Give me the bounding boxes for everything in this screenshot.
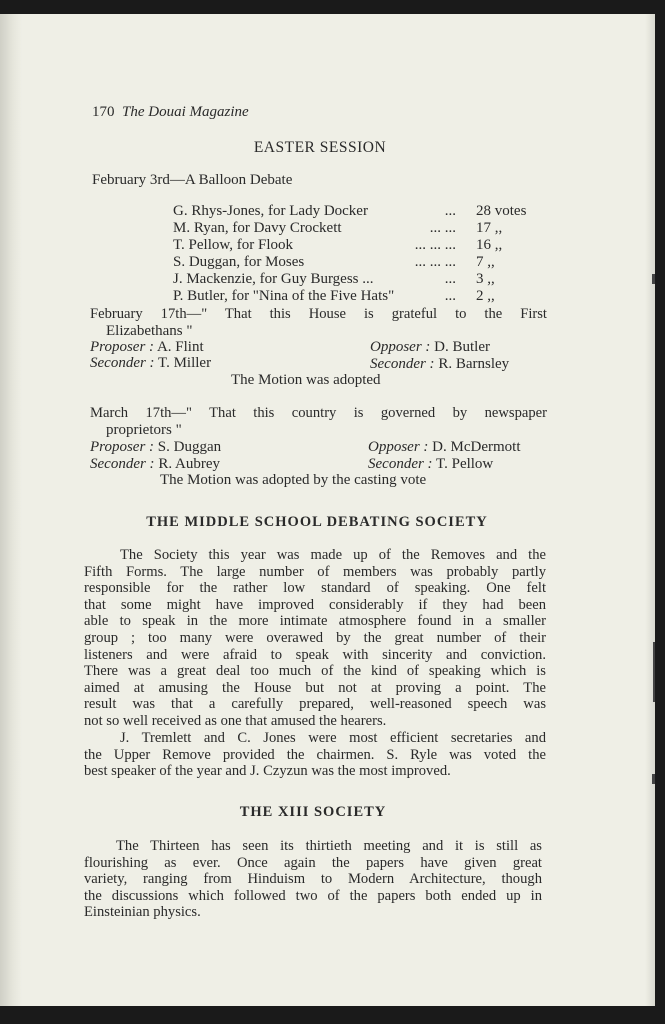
debate3-proposer: Proposer : S. Duggan <box>90 439 222 455</box>
middle-school-paragraph-1 <box>84 547 546 730</box>
page-gutter <box>0 14 22 1006</box>
text-line: J. Tremlett and C. Jones were most efficient secretaries and <box>120 730 546 746</box>
margin-mark <box>653 642 655 702</box>
magazine-title: The Douai Magazine <box>122 104 249 120</box>
section-title: EASTER SESSION <box>253 139 387 156</box>
motion-line: March 17th—" That this country is governed by newspaper <box>90 405 547 421</box>
text-line: that some might have improved considerably if they had been <box>84 596 546 613</box>
text-line: Einsteinian physics. <box>84 904 201 921</box>
vote-count: 3 ,, <box>476 271 495 287</box>
debate3-seconder-right: Seconder : T. Pellow <box>368 456 494 472</box>
vote-row-leader: ... ... <box>429 220 456 236</box>
middle-school-paragraph-2 <box>84 730 546 780</box>
debate1-heading: February 3rd—A Balloon Debate <box>92 172 293 188</box>
text-line: The Society this year was made up of the Removes and the <box>120 547 546 563</box>
debate2-opposer: Opposer : D. Butler <box>370 339 490 355</box>
text-line: flourishing as ever. Once again the papers have given great <box>84 854 542 871</box>
text-line: the discussions which followed two of the papers both ended up in <box>84 887 542 904</box>
debate2-seconder-right: Seconder : R. Barnsley <box>370 356 510 372</box>
page-edge <box>645 14 655 1006</box>
text-line: result was that a carefully prepared, well-reasoned speech was <box>84 696 546 713</box>
margin-mark <box>652 774 655 784</box>
vote-row-name: P. Butler, for "Nina of the Five Hats" <box>173 288 395 304</box>
vote-count: 17 ,, <box>476 220 503 236</box>
page-number: 170 <box>92 104 115 120</box>
vote-row-leader: ... <box>444 288 456 304</box>
vote-count: 7 ,, <box>476 254 495 270</box>
text-line: There was a great deal too much of the kind of speaking which is <box>84 663 546 680</box>
text-line: listeners and were afraid to speak with sincerity and conviction. <box>84 646 546 663</box>
text-line: The Thirteen has seen its thirtieth meeting and it is still as <box>116 838 542 854</box>
text-line: group ; too many were overawed by the great number of their <box>84 629 546 646</box>
debate2-motion-cont: Elizabethans " <box>106 323 193 339</box>
vote-row-name: T. Pellow, for Flook <box>173 237 293 253</box>
debate3-opposer: Opposer : D. McDermott <box>368 439 521 455</box>
debate2-motion <box>90 306 547 323</box>
vote-row-leader: ... <box>444 271 456 287</box>
text-line: Fifth Forms. The large number of members was probably partly <box>84 563 546 580</box>
text-line: aimed at amusing the House but not at proving a point. The <box>84 679 546 696</box>
text-line: able to speak in the more intimate atmosphere found in a smaller <box>84 613 546 630</box>
debate2-seconder-left: Seconder : T. Miller <box>90 355 212 371</box>
xiii-society-title: THE XIII SOCIETY <box>239 804 387 820</box>
vote-row-leader: ... ... ... <box>414 254 456 270</box>
debate3-seconder-left: Seconder : R. Aubrey <box>90 456 220 472</box>
text-line: the Upper Remove provided the chairmen. S. Ryle was voted the <box>84 746 546 763</box>
debate2-proposer: Proposer : A. Flint <box>90 339 204 355</box>
middle-school-title: THE MIDDLE SCHOOL DEBATING SOCIETY <box>146 514 488 530</box>
vote-count: 16 ,, <box>476 237 503 253</box>
vote-row-name: S. Duggan, for Moses <box>173 254 305 270</box>
vote-row-name: J. Mackenzie, for Guy Burgess ... <box>173 271 374 287</box>
xiii-paragraph-1 <box>84 838 542 921</box>
vote-count: 28 votes <box>476 203 527 219</box>
text-line: not so well received as one that amused the hearers. <box>84 712 387 729</box>
vote-row-name: G. Rhys-Jones, for Lady Docker <box>173 203 368 219</box>
vote-row-name: M. Ryan, for Davy Crockett <box>173 220 342 236</box>
debate3-motion <box>90 405 547 422</box>
vote-row-leader: ... <box>444 203 456 219</box>
debate3-motion-cont: proprietors " <box>106 422 182 438</box>
magazine-page <box>0 14 655 1006</box>
page-header <box>92 104 249 121</box>
text-line: best speaker of the year and J. Czyzun was the most improved. <box>84 763 451 780</box>
vote-count: 2 ,, <box>476 288 495 304</box>
vote-row-leader: ... ... ... <box>414 237 456 253</box>
motion-line: February 17th—" That this House is grateful to the First <box>90 306 547 322</box>
text-line: variety, ranging from Hinduism to Modern Architecture, though <box>84 871 542 888</box>
debate2-result: The Motion was adopted <box>231 372 381 388</box>
debate3-result: The Motion was adopted by the casting vote <box>160 472 427 488</box>
text-line: responsible for the rather low standard of speaking. One felt <box>84 580 546 597</box>
margin-mark <box>652 274 655 284</box>
